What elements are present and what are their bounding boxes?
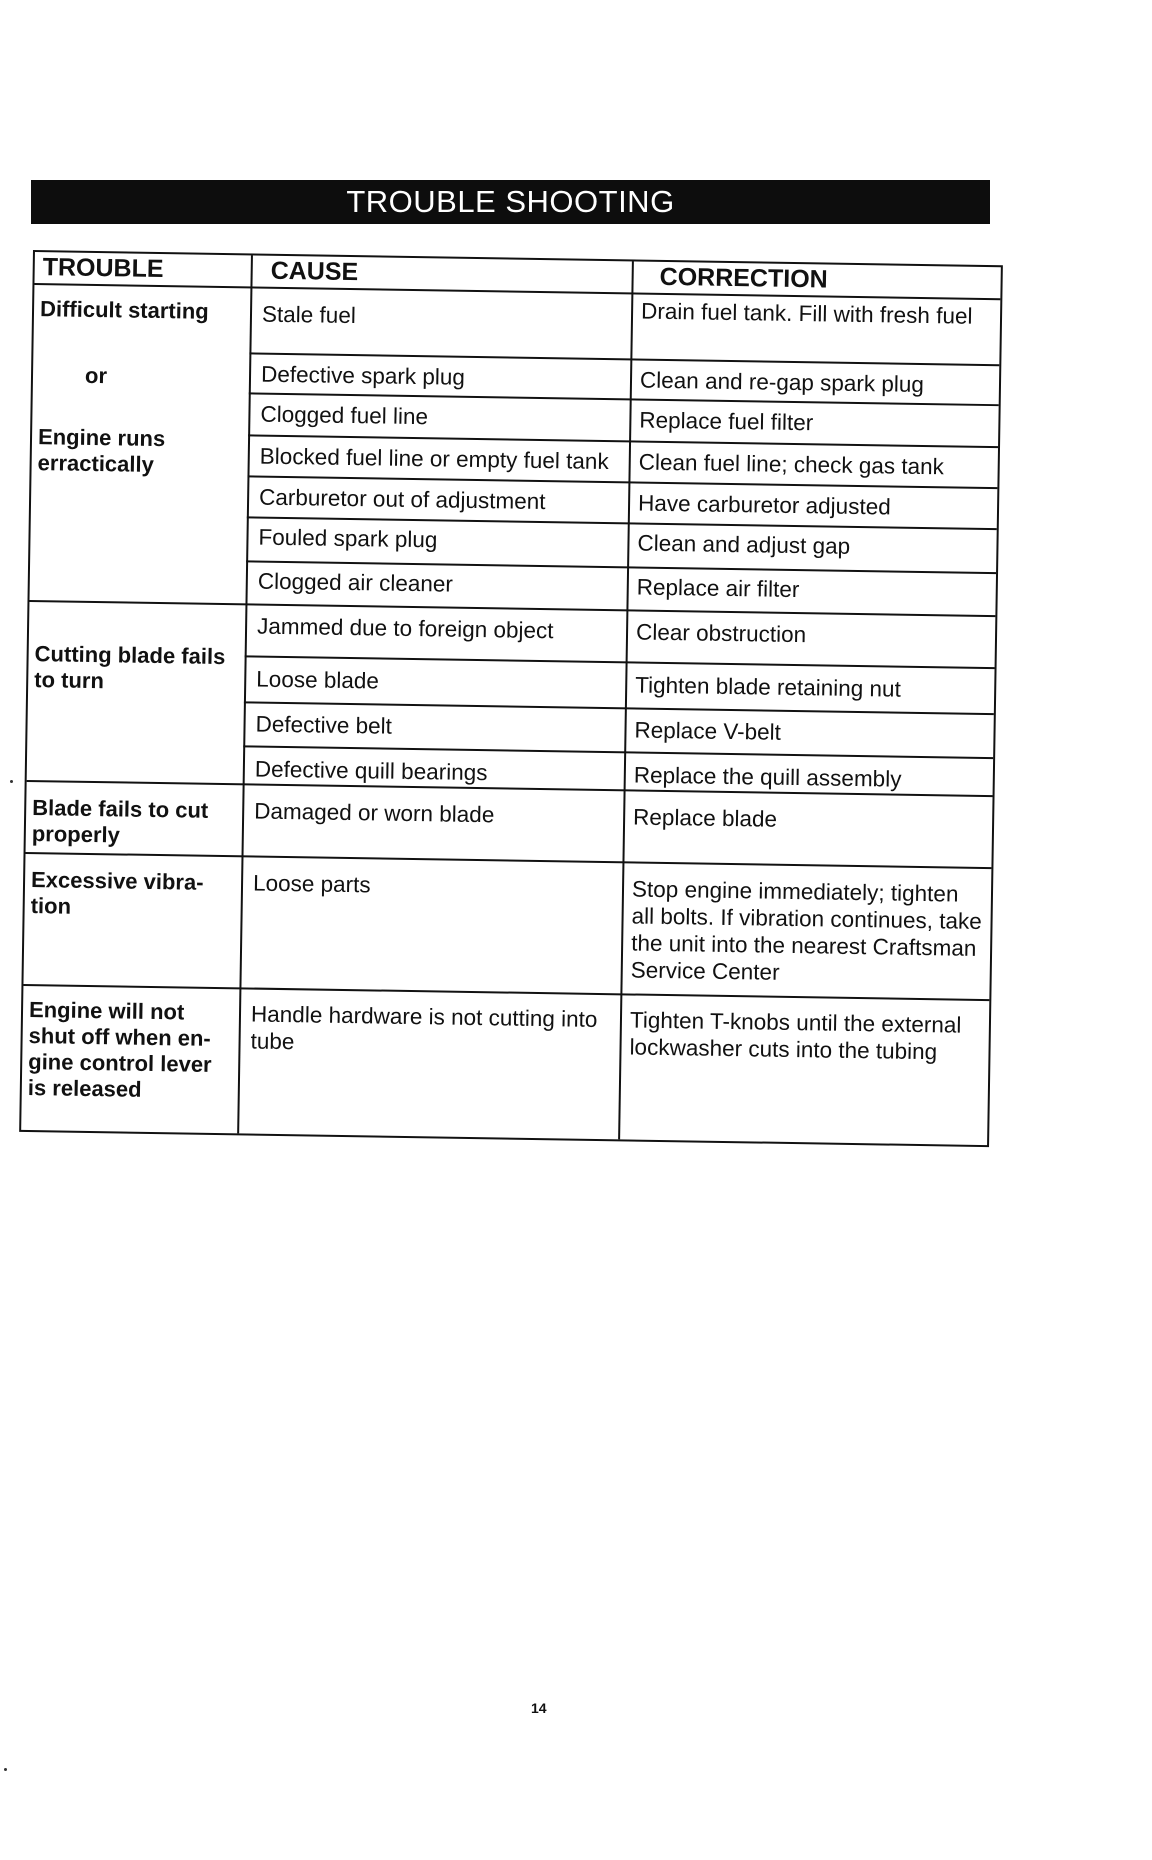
header-trouble: TROUBLE [42, 253, 164, 284]
trouble-or: or [84, 362, 108, 389]
group-rule [26, 852, 992, 869]
cause-cell: Defective spark plug [260, 361, 466, 390]
trouble-blade-fails-to-turn: Cutting blade fails to turn [34, 641, 226, 694]
header-correction: CORRECTION [659, 262, 828, 294]
correction-cell: Replace V-belt [634, 717, 782, 745]
correction-cell: Stop engine immediately; tighten all bolts. If vibration continues, take the unit into the nearest Craftsman Service Center [630, 876, 982, 985]
cause-cell: Defective quill bearings [254, 756, 488, 786]
cause-cell: Carburetor out of adjustment [258, 484, 546, 515]
correction-cell: Clear obstruction [635, 619, 807, 648]
trouble-engine-will-not-shut-off: Engine will not shut off when en- gine control lever is released [27, 997, 212, 1102]
trouble-blade-fails-to-cut: Blade fails to cut properly [31, 795, 209, 848]
cause-cell: Clogged air cleaner [257, 568, 454, 597]
correction-cell: Have carburetor adjusted [637, 490, 891, 520]
correction-cell: Replace blade [632, 804, 778, 832]
cause-cell: Blocked fuel line or empty fuel tank [259, 443, 609, 475]
correction-cell: Tighten blade retaining nut [635, 672, 902, 702]
trouble-engine-runs-erratically: Engine runs erractically [37, 424, 166, 477]
cause-cell: Loose parts [252, 870, 371, 898]
header-cause: CAUSE [270, 256, 359, 287]
cause-cell: Handle hardware is not cutting into tube [250, 1001, 598, 1055]
correction-cell: Tighten T-knobs until the external lockwasher cuts into the tubing [629, 1007, 962, 1065]
page-number: 14 [531, 1700, 547, 1716]
correction-cell: Drain fuel tank. Fill with fresh fuel [640, 298, 973, 329]
section-title-banner: TROUBLE SHOOTING [31, 180, 990, 224]
trouble-excessive-vibration: Excessive vibra- tion [30, 867, 204, 919]
correction-cell: Clean and adjust gap [637, 530, 851, 559]
correction-cell: Replace air filter [636, 574, 800, 603]
trouble-difficult-starting: Difficult starting [39, 296, 209, 324]
cause-cell: Jammed due to foreign object [256, 613, 554, 644]
correction-cell: Replace the quill assembly [633, 762, 902, 792]
cause-cell: Stale fuel [261, 301, 357, 329]
cause-cell: Defective belt [255, 711, 393, 739]
cause-cell: Fouled spark plug [258, 524, 438, 553]
cause-cell: Clogged fuel line [260, 401, 429, 430]
scan-speck [10, 780, 13, 783]
cause-cell: Damaged or worn blade [254, 798, 495, 828]
correction-cell: Clean fuel line; check gas tank [638, 449, 945, 480]
correction-cell: Replace fuel filter [639, 407, 814, 436]
cause-cell: Loose blade [256, 666, 380, 694]
troubleshooting-table [19, 250, 1003, 1147]
correction-cell: Clean and re-gap spark plug [639, 367, 925, 398]
scan-speck [4, 1768, 7, 1771]
